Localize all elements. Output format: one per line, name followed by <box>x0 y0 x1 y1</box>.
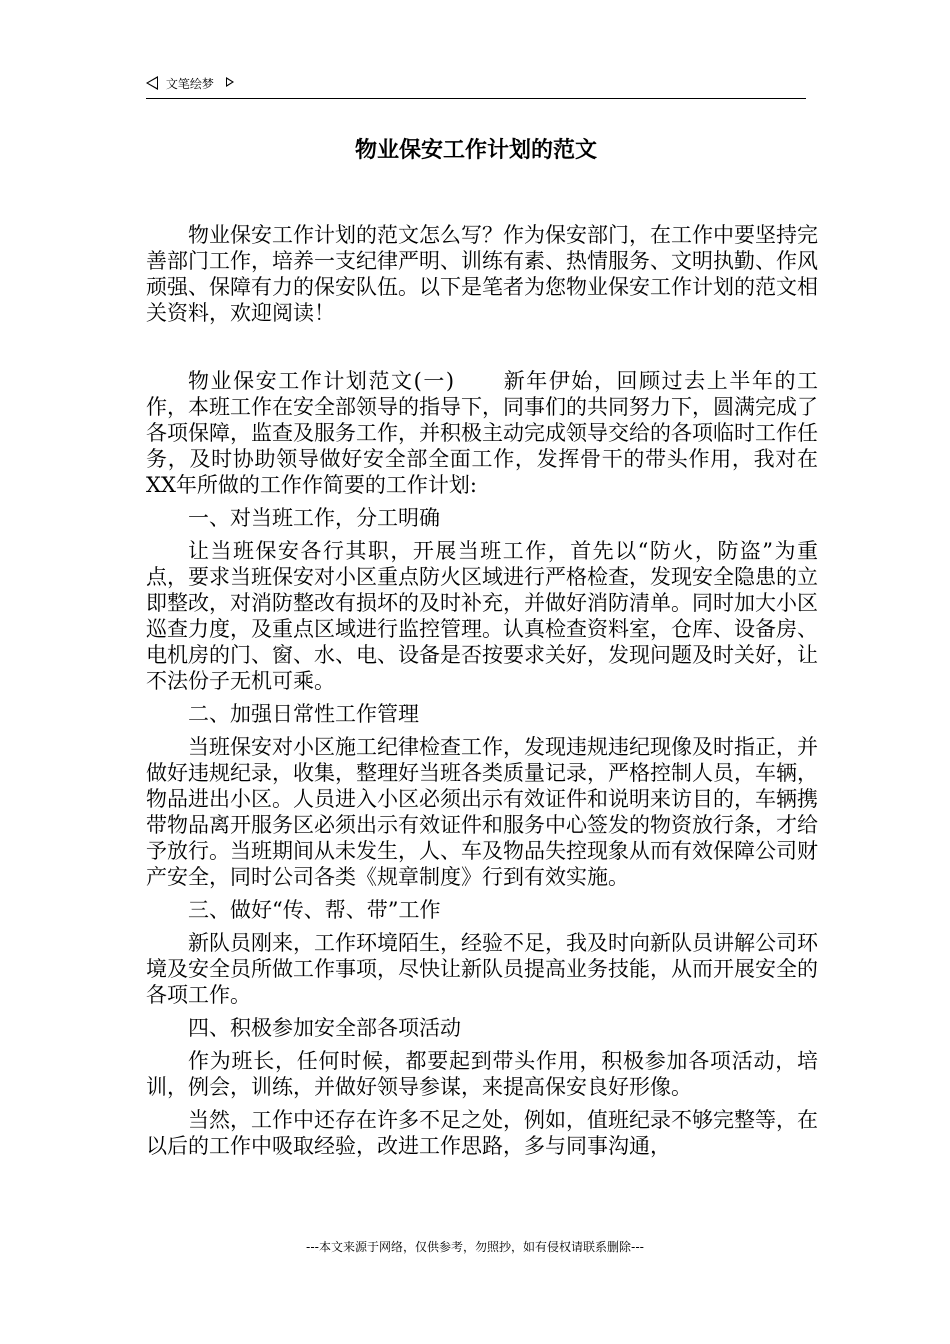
section-label: 物业保安工作计划范文(一) <box>188 369 455 393</box>
item-body-3: 新队员刚来，工作环境陌生，经验不足，我及时向新队员讲解公司环境及安全员所做工作事项，尽快让新队员提高业务技能，从而开展安全的各项工作。 <box>146 931 818 1007</box>
header-brand: 文笔绘梦 <box>165 77 214 91</box>
section-paragraph <box>146 368 818 498</box>
item-body-1: 让当班保安各行其职，开展当班工作，首先以“防火，防盗”为重点，要求当班保安对小区重点防火区域进行严格检查，发现安全隐患的立即整改，对消防整改有损坏的及时补充，并做好消防清单。同时加大小区巡查力度，及重点区域进行监控管理。认真检查资料室，仓库、设备房、电机房的门、窗、水、电、设备是否按要求关好，发现问题及时关好，让不法份子无机可乘。 <box>146 539 818 693</box>
section-text: 新年伊始，回顾过去上半年的工作，本班工作在安全部领导的指导下，同事们的共同努力下，圆满完成了各项保障，监查及服务工作，并积极主动完成领导交给的各项临时工作任务，及时协助领导做好安全部全面工作，发挥骨干的带头作用，我对在XX年所做的工作作简要的工作计划: <box>146 369 819 497</box>
triangle-right-icon <box>226 77 234 87</box>
intro-paragraph: 物业保安工作计划的范文怎么写？作为保安部门，在工作中要坚持完善部门工作，培养一支纪律严明、训练有素、热情服务、文明执勤、作风顽强、保障有力的保安队伍。以下是笔者为您物业保安工作计划的范文相关资料，欢迎阅读！ <box>146 223 818 325</box>
document-body <box>146 222 818 1159</box>
page-footer: ---本文来源于网络，仅供参考，勿照抄，如有侵权请联系删除--- <box>306 1240 644 1254</box>
closing-paragraph: 当然，工作中还存在许多不足之处，例如，值班纪录不够完整等，在以后的工作中吸取经验，改进工作思路，多与同事沟通， <box>146 1108 818 1158</box>
item-heading-4: 四、积极参加安全部各项活动 <box>188 1016 461 1040</box>
page-header <box>146 74 806 99</box>
item-body-2: 当班保安对小区施工纪律检查工作，发现违规违纪现像及时指正，并做好违规纪录，收集，整理好当班各类质量记录，严格控制人员，车辆，物品进出小区。人员进入小区必须出示有效证件和说明来访目的，车辆携带物品离开服务区必须出示有效证件和服务中心签发的物资放行条，才给予放行。当班期间从未发生，人、车及物品失控现象从而有效保障公司财产安全，同时公司各类《规章制度》行到有效实施。 <box>146 735 818 889</box>
item-body-4: 作为班长，任何时候，都要起到带头作用，积极参加各项活动，培训，例会，训练，并做好领导参谋，来提高保安良好形像。 <box>146 1049 818 1099</box>
item-heading-2: 二、加强日常性工作管理 <box>188 702 419 726</box>
item-heading-1: 一、对当班工作，分工明确 <box>188 506 440 530</box>
triangle-left-icon <box>146 76 158 90</box>
document-title: 物业保安工作计划的范文 <box>354 138 597 163</box>
item-heading-3: 三、做好“传、帮、带”工作 <box>188 898 441 922</box>
